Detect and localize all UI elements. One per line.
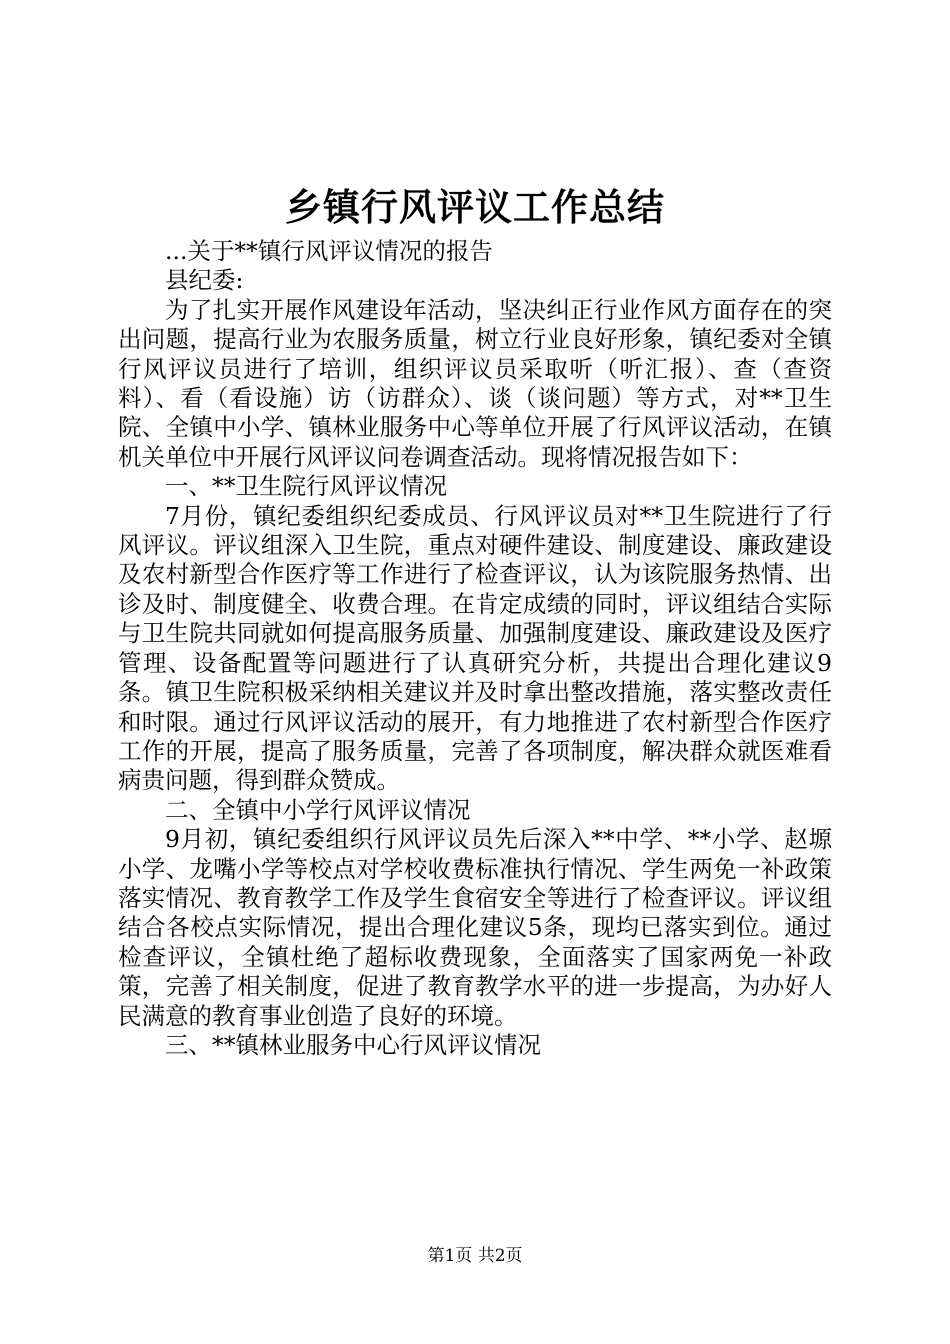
document-body <box>118 237 832 1060</box>
salutation: 县纪委: <box>165 266 244 295</box>
section-body-2: 9月初，镇纪委组织行风评议员先后深入**中学、**小学、赵塬小学、龙嘴小学等校点对学校收费标准执行情况、学生两免一补政策落实情况、教育教学工作及学生食宿安全等进行了检查评议。评议组结合各校点实际情况，提出合理化建议5条，现均已落实到位。通过检查评议，全镇杜绝了超标收费现象，全面落实了国家两免一补政策，完善了相关制度，促进了教育教学水平的进一步提高，为办好人民满意的教育事业创造了良好的环境。 <box>118 825 832 1030</box>
section-heading-2: 二、全镇中小学行风评议情况 <box>165 795 471 824</box>
document-title: 乡镇行风评议工作总结 <box>285 186 665 229</box>
section-heading-1: 一、**卫生院行风评议情况 <box>165 472 447 501</box>
page-number-footer: 第1页 共2页 <box>427 1246 523 1266</box>
section-body-1: 7月份，镇纪委组织纪委成员、行风评议员对**卫生院进行了行风评议。评议组深入卫生院，重点对硬件建设、制度建设、廉政建设及农村新型合作医疗等工作进行了检查评议，认为该院服务热情、出诊及时、制度健全、收费合理。在肯定成绩的同时，评议组结合实际与卫生院共同就如何提高服务质量、加强制度建设、廉政建设及医疗管理、设备配置等问题进行了认真研究分析，共提出合理化建议9条。镇卫生院积极采纳相关建议并及时拿出整改措施，落实整改责任和时限。通过行风评议活动的展开，有力地推进了农村新型合作医疗工作的开展，提高了服务质量，完善了各项制度，解决群众就医难看病贵问题，得到群众赞成。 <box>118 501 832 795</box>
report-subject-line: ...关于**镇行风评议情况的报告 <box>165 237 493 265</box>
intro-paragraph: 为了扎实开展作风建设年活动，坚决纠正行业作风方面存在的突出问题，提高行业为农服务质量，树立行业良好形象，镇纪委对全镇行风评议员进行了培训，组织评议员采取听（听汇报）、查（查资料）、看（看设施）访（访群众）、谈（谈问题）等方式，对**卫生院、全镇中小学、镇林业服务中心等单位开展了行风评议活动，在镇机关单位中开展行风评议问卷调查活动。现将情况报告如下： <box>118 295 832 471</box>
section-heading-3: 三、**镇林业服务中心行风评议情况 <box>165 1030 541 1059</box>
